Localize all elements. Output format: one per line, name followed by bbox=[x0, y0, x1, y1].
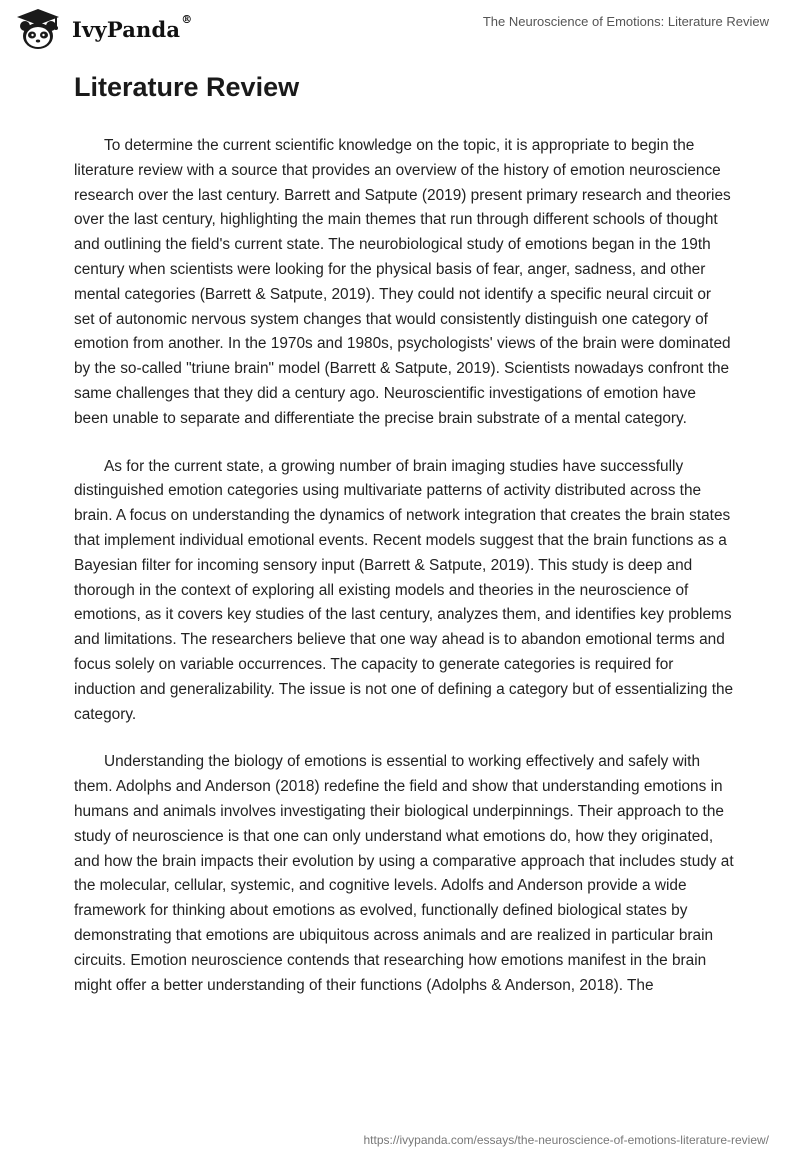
paragraph: To determine the current scientific knowledge on the topic, it is appropriate to begin the literature review with a source that provides an overview of the history of emotion neuroscience research over the last century. Barrett and Satpute (2019) present primary research and theories over the last century, highlighting the main themes that run through different schools of thought and outlining the field's current state. The neurobiological study of emotions began in the 19th century when scientists were looking for the physical basis of fear, anger, sadness, and other mental categories (Barrett & Satpute, 2019). They could not identify a specific neural circuit or set of autonomic nervous system changes that would consistently distinguish one category of emotion from another. In the 1970s and 1980s, psychologists' views of the brain were dominated by the so-called "triune brain" model (Barrett & Satpute, 2019). Scientists nowadays confront the same challenges that they did a century ago. Neuroscientific investigations of emotion have been unable to separate and differentiate the precise brain substrate of a mental category. bbox=[74, 137, 731, 427]
panda-graduate-icon bbox=[12, 6, 64, 52]
paragraph: As for the current state, a growing number of brain imaging studies have successfully distinguished emotion categories using multivariate patterns of activity distributed across the brain. A focus on understanding the dynamics of network integration that creates the brain states that implement individual emotional events. Recent models suggest that the brain functions as a Bayesian filter for incoming sensory input (Barrett & Satpute, 2019). This study is deep and thorough in the context of exploring all existing models and theories in the neuroscience of emotions, as it covers key studies of the last century, analyzes them, and identifies key problems and limitations. The researchers believe that one way ahead is to abandon emotional terms and focus solely on variable occurrences. The capacity to generate categories is required for induction and generalizability. The issue is not one of defining a category but of essentializing the category. bbox=[74, 457, 734, 723]
brand-logo[interactable] bbox=[12, 9, 192, 49]
document-title: The Neuroscience of Emotions: Literature Review bbox=[482, 14, 769, 29]
paragraph: Understanding the biology of emotions is essential to working effectively and safely with them. Adolphs and Anderson (2018) redefine the field and show that understanding emotions in humans and animals involves investigating their biological underpinnings. Their approach to the study of neuroscience is that one can only understand what emotions do, how they originated, and how the brain impacts their evolution by using a comparative approach that includes study at the molecular, cellular, systemic, and cognitive levels. Adolfs and Anderson provide a wide framework for thinking about emotions as evolved, functionally defined biological states by demonstrating that emotions are ubiquitous across animals and are realized in particular brain circuits. Emotion neuroscience contends that researching how emotions manifest in the brain might offer a better understanding of their functions (Adolphs & Anderson, 2018). The bbox=[74, 753, 734, 994]
page-header bbox=[0, 0, 800, 56]
source-url[interactable]: https://ivypanda.com/essays/the-neuroscience-of-emotions-literature-review/ bbox=[363, 1133, 769, 1147]
section-heading: Literature Review bbox=[74, 72, 300, 102]
brand-name: IvyPanda® bbox=[72, 12, 193, 42]
article-body bbox=[74, 134, 734, 1021]
